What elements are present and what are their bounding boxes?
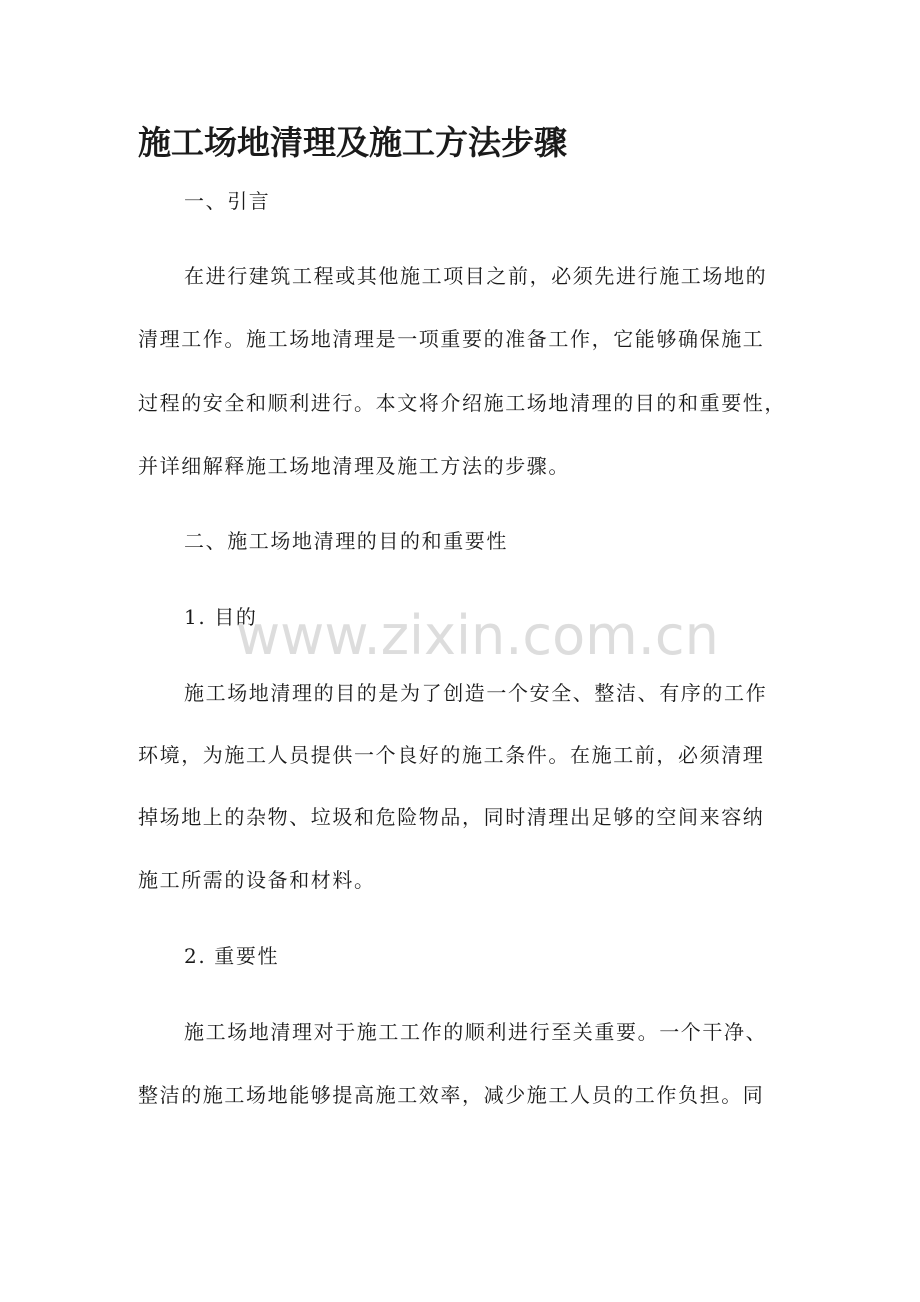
- subsection-heading-importance: 2. 重要性: [184, 944, 280, 968]
- paragraph-line: 并详细解释施工场地清理及施工方法的步骤。: [138, 454, 570, 478]
- paragraph-line: 施工场地清理对于施工工作的顺利进行至关重要。一个干净、: [184, 1020, 768, 1044]
- watermark: www.zixin.com.cn: [236, 604, 719, 667]
- paragraph-line: 在进行建筑工程或其他施工项目之前，必须先进行施工场地的: [184, 264, 768, 288]
- paragraph-line: 掉场地上的杂物、垃圾和危险物品，同时清理出足够的空间来容纳: [138, 805, 765, 829]
- paragraph-line: 清理工作。施工场地清理是一项重要的准备工作，它能够确保施工: [138, 327, 765, 351]
- section-heading-purpose-importance: 二、施工场地清理的目的和重要性: [184, 529, 508, 553]
- document-title: 施工场地清理及施工方法步骤: [138, 123, 567, 162]
- paragraph-line: 过程的安全和顺利进行。本文将介绍施工场地清理的目的和重要性，: [138, 391, 786, 415]
- section-heading-introduction: 一、引言: [184, 189, 271, 213]
- paragraph-line: 整洁的施工场地能够提高施工效率，减少施工人员的工作负担。同: [138, 1083, 765, 1107]
- paragraph-line: 环境，为施工人员提供一个良好的施工条件。在施工前，必须清理: [138, 743, 765, 767]
- subsection-heading-purpose: 1. 目的: [184, 605, 258, 629]
- paragraph-line: 施工场地清理的目的是为了创造一个安全、整洁、有序的工作: [184, 681, 768, 705]
- paragraph-line: 施工所需的设备和材料。: [138, 868, 376, 892]
